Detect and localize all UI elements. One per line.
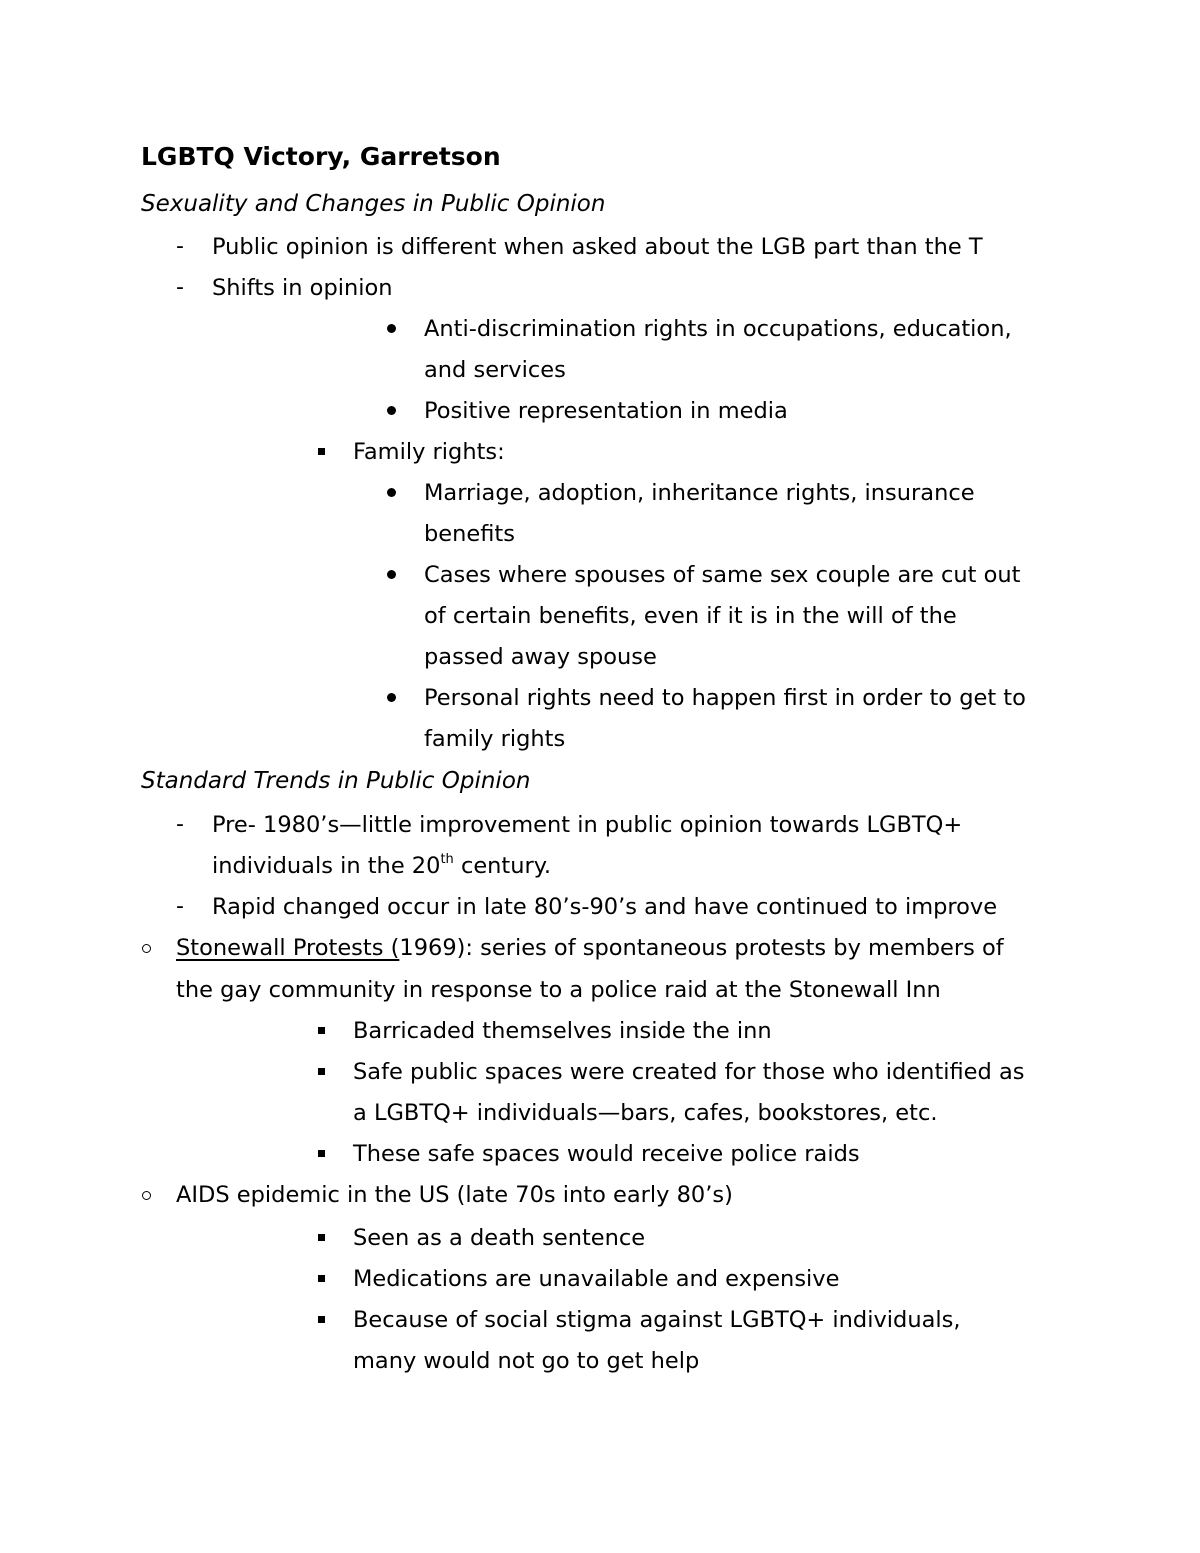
list-item-continuation: of certain benefits, even if it is in the will of the — [424, 603, 957, 629]
list-item-continuation: and services — [424, 357, 566, 383]
list-item-continuation: a LGBTQ+ individuals—bars, cafes, bookstores, etc. — [353, 1100, 938, 1126]
list-item: Family rights: — [353, 439, 505, 465]
list-item: Because of social stigma against LGBTQ+ individuals, — [353, 1307, 961, 1333]
list-item-continuation: passed away spouse — [424, 644, 657, 670]
list-item: Cases where spouses of same sex couple are cut out — [424, 562, 1021, 588]
list-item: Safe public spaces were created for those who identified as — [353, 1059, 1025, 1085]
list-item: Shifts in opinion — [212, 275, 393, 301]
list-item-continuation: the gay community in response to a police raid at the Stonewall Inn — [176, 977, 941, 1003]
dash-bullet: - — [176, 812, 184, 837]
square-bullet-icon — [318, 1027, 325, 1034]
list-item: Anti-discrimination rights in occupations, education, — [424, 316, 1012, 342]
round-bullet-icon — [387, 406, 396, 415]
list-item: Personal rights need to happen first in order to get to — [424, 685, 1026, 711]
square-bullet-icon — [318, 1068, 325, 1075]
circle-bullet-icon — [142, 1191, 151, 1200]
section-heading-sexuality: Sexuality and Changes in Public Opinion — [141, 191, 606, 217]
list-item-continuation: many would not go to get help — [353, 1348, 700, 1374]
list-item: Medications are unavailable and expensive — [353, 1266, 840, 1292]
square-bullet-icon — [318, 1234, 325, 1241]
circle-bullet-icon — [142, 944, 151, 953]
list-item: Public opinion is different when asked about the LGB part than the T — [212, 234, 983, 260]
dash-bullet: - — [176, 234, 184, 259]
list-item: Barricaded themselves inside the inn — [353, 1018, 772, 1044]
list-item: Seen as a death sentence — [353, 1225, 646, 1251]
list-item: AIDS epidemic in the US (late 70s into early 80’s) — [176, 1182, 733, 1208]
round-bullet-icon — [387, 693, 396, 702]
list-item-continuation — [212, 851, 551, 881]
document-title: LGBTQ Victory, Garretson — [141, 142, 501, 171]
list-item: These safe spaces would receive police raids — [353, 1141, 860, 1167]
list-item-continuation: benefits — [424, 521, 515, 547]
dash-bullet: - — [176, 894, 184, 919]
square-bullet-icon — [318, 1316, 325, 1323]
dash-bullet: - — [176, 275, 184, 300]
list-item: Positive representation in media — [424, 398, 788, 424]
stonewall-link[interactable]: Stonewall Protests ( — [176, 935, 400, 961]
list-item — [176, 933, 1004, 963]
superscript: th — [440, 851, 454, 867]
text-run: individuals in the 20 — [212, 853, 441, 879]
square-bullet-icon — [318, 1150, 325, 1157]
round-bullet-icon — [387, 324, 396, 333]
list-item: Marriage, adoption, inheritance rights, insurance — [424, 480, 975, 506]
text-run: 1969): series of spontaneous protests by members of — [399, 935, 1004, 961]
list-item-continuation: family rights — [424, 726, 566, 752]
list-item: Pre- 1980’s—little improvement in public opinion towards LGBTQ+ — [212, 812, 963, 838]
round-bullet-icon — [387, 488, 396, 497]
square-bullet-icon — [318, 1275, 325, 1282]
section-heading-trends: Standard Trends in Public Opinion — [141, 768, 531, 794]
round-bullet-icon — [387, 570, 396, 579]
list-item: Rapid changed occur in late 80’s-90’s and have continued to improve — [212, 894, 998, 920]
text-run: century. — [453, 853, 552, 879]
square-bullet-icon — [318, 448, 325, 455]
